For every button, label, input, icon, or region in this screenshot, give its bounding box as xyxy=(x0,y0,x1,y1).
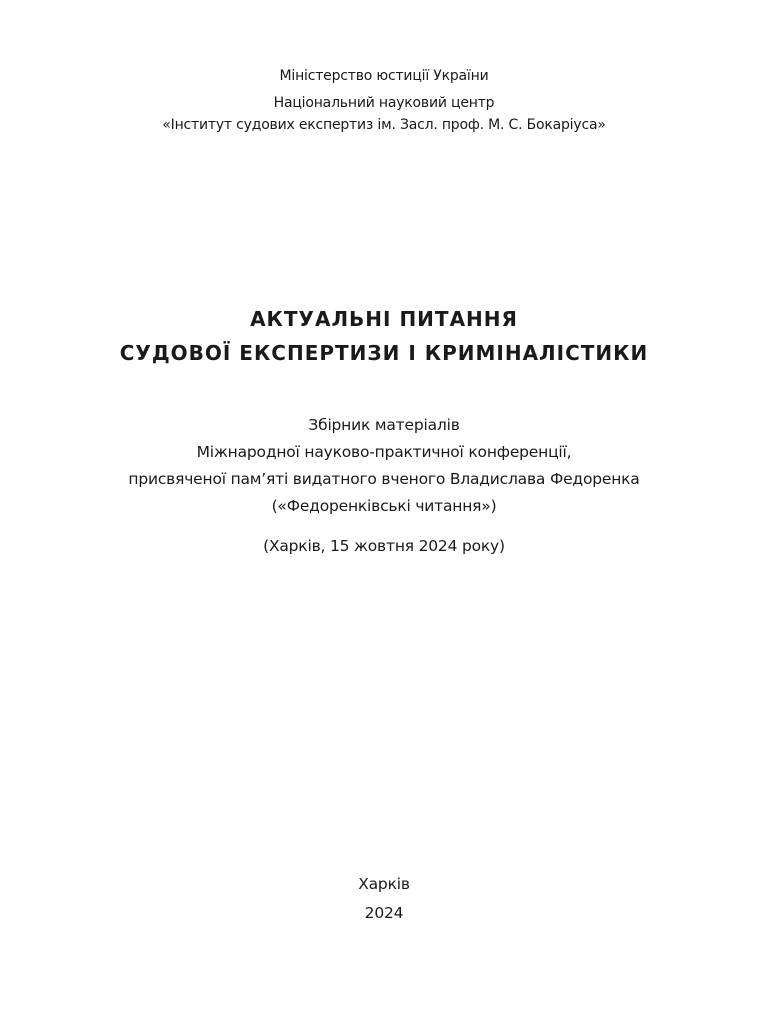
conference-date: (Харків, 15 жовтня 2024 року) xyxy=(263,537,505,555)
ministry-name: Міністерство юстиції України xyxy=(279,68,489,84)
subtitle-line3: присвяченої пам’яті видатного вченого Владислава Федоренка xyxy=(128,470,640,488)
publication-year: 2024 xyxy=(364,904,404,922)
title-line1: АКТУАЛЬНІ ПИТАННЯ xyxy=(250,307,518,331)
title-line2: СУДОВОЇ ЕКСПЕРТИЗИ І КРИМІНАЛІСТИКИ xyxy=(119,341,649,365)
publication-city: Харків xyxy=(358,875,410,893)
subtitle-line4: («Федоренківські читання») xyxy=(271,497,497,515)
center-name-line2: «Інститут судових експертиз ім. Засл. проф. М. С. Бокаріуса» xyxy=(162,117,606,133)
subtitle-line2: Міжнародної науково-практичної конференції, xyxy=(196,443,572,461)
center-name-line1: Національний науковий центр xyxy=(273,95,495,111)
subtitle-line1: Збірник матеріалів xyxy=(308,416,460,434)
